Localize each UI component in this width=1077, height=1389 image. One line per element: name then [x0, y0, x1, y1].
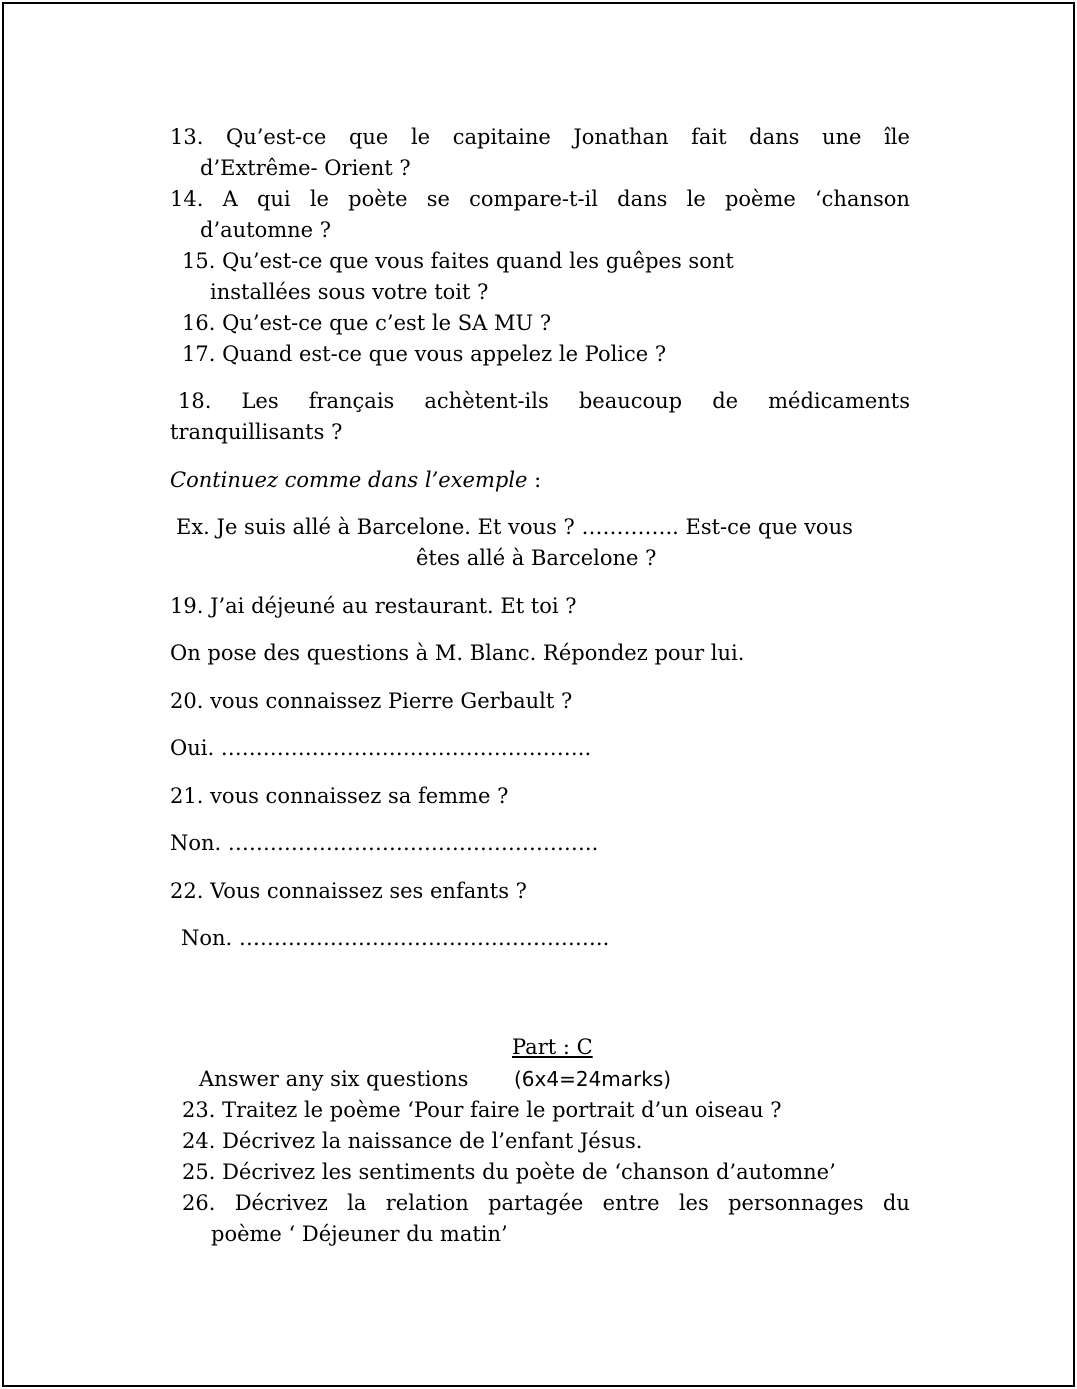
instruction-blanc: On pose des questions à M. Blanc. Répondez pour lui.	[170, 641, 745, 665]
answer-20: Oui. ……………………………………………..	[170, 736, 592, 760]
example-line-1: Ex. Je suis allé à Barcelone. Et vous ? ………….. Est-ce que vous	[176, 515, 853, 539]
question-20: 20. vous connaissez Pierre Gerbault ?	[170, 689, 573, 713]
question-14-line-1	[170, 184, 910, 215]
word: les	[678, 1191, 709, 1215]
word: île	[884, 125, 910, 149]
word: Décrivez	[234, 1191, 328, 1215]
word: fait	[691, 125, 727, 149]
question-25: 25. Décrivez les sentiments du poète de ‘chanson d’automne’	[182, 1160, 836, 1184]
question-21: 21. vous connaissez sa femme ?	[170, 784, 509, 808]
word: entre	[602, 1191, 660, 1215]
word: dans	[617, 187, 668, 211]
word: A	[222, 187, 238, 211]
instruction-suffix: :	[527, 468, 542, 492]
word: compare-t-il	[469, 187, 598, 211]
word: dans	[749, 125, 800, 149]
question-26-line-1	[182, 1188, 910, 1219]
example-line-2: êtes allé à Barcelone ?	[416, 546, 657, 570]
question-15-line-1: 15. Qu’est-ce que vous faites quand les guêpes sont	[182, 249, 734, 273]
word: poète	[348, 187, 408, 211]
word: Les	[241, 389, 279, 413]
question-number: 26.	[182, 1191, 216, 1215]
question-23: 23. Traitez le poème ‘Pour faire le portrait d’un oiseau ?	[182, 1098, 782, 1122]
word: la	[347, 1191, 367, 1215]
word: achètent-ils	[424, 389, 549, 413]
word: personnages	[728, 1191, 864, 1215]
instruction-example	[170, 465, 541, 496]
word: le	[309, 187, 329, 211]
question-number: 14.	[170, 187, 204, 211]
question-22: 22. Vous connaissez ses enfants ?	[170, 879, 527, 903]
word: le	[410, 125, 431, 149]
document-page	[2, 2, 1075, 1387]
word: partagée	[488, 1191, 584, 1215]
word: que	[348, 125, 389, 149]
question-number: 13.	[170, 125, 204, 149]
part-c-marks: (6x4=24marks)	[514, 1067, 672, 1091]
word: du	[882, 1191, 910, 1215]
word: le	[686, 187, 706, 211]
part-c-instruction: Answer any six questions	[199, 1067, 469, 1091]
question-15-line-2: installées sous votre toit ?	[210, 280, 489, 304]
word: beaucoup	[578, 389, 683, 413]
word: Jonathan	[573, 125, 669, 149]
word: qui	[256, 187, 291, 211]
part-c-title: Part : C	[512, 1035, 593, 1059]
question-18-line-2: tranquillisants ?	[170, 420, 343, 444]
question-14-line-2: d’automne ?	[200, 218, 332, 242]
word: une	[822, 125, 862, 149]
answer-22: Non. ……………………………………………..	[181, 926, 610, 950]
question-16: 16. Qu’est-ce que c’est le SA MU ?	[182, 311, 552, 335]
word: médicaments	[768, 389, 910, 413]
question-13-line-2: d’Extrême- Orient ?	[200, 156, 411, 180]
word: capitaine	[452, 125, 551, 149]
question-26-line-2: poème ‘ Déjeuner du matin’	[211, 1222, 508, 1246]
word: Qu’est-ce	[226, 125, 327, 149]
question-18-line-1	[178, 386, 910, 417]
answer-21: Non. ……………………………………………..	[170, 831, 599, 855]
question-17: 17. Quand est-ce que vous appelez le Police ?	[182, 342, 667, 366]
word: de	[712, 389, 739, 413]
word: relation	[385, 1191, 469, 1215]
question-13-line-1	[170, 122, 910, 153]
word: français	[308, 389, 395, 413]
question-number: 18.	[178, 389, 212, 413]
question-24: 24. Décrivez la naissance de l’enfant Jésus.	[182, 1129, 643, 1153]
word: ‘chanson	[815, 187, 910, 211]
question-19: 19. J’ai déjeuné au restaurant. Et toi ?	[170, 594, 577, 618]
word: poème	[724, 187, 796, 211]
word: se	[426, 187, 450, 211]
instruction-italic: Continuez comme dans l’exemple	[170, 468, 528, 492]
